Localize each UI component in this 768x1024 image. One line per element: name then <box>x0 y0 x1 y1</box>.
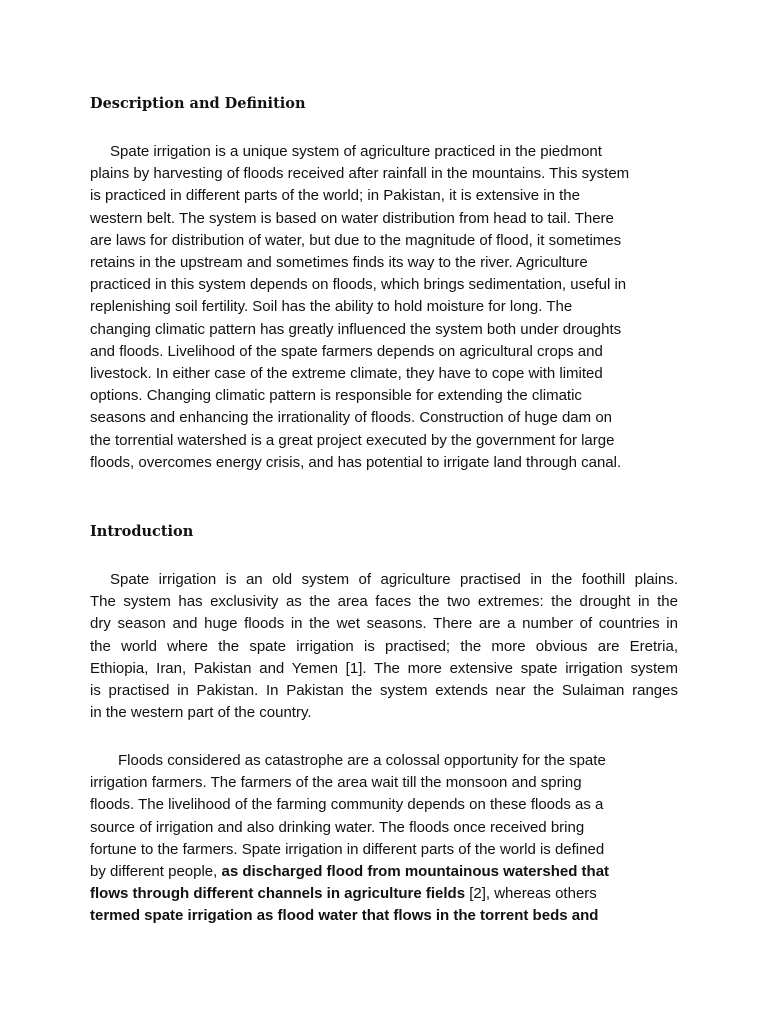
paragraph-introduction-1 <box>90 569 678 724</box>
text-line: changing climatic pattern has greatly influenced the system both under droughts <box>90 320 622 338</box>
paragraph-description <box>90 141 678 474</box>
text-line: Spate irrigation is a unique system of agriculture practiced in the piedmont <box>110 143 602 160</box>
text-line: dry season and huge floods in the wet seasons. There are a number of countries in <box>90 615 678 633</box>
text-line: Ethiopia, Iran, Pakistan and Yemen [1]. The more extensive spate irrigation system <box>90 659 678 677</box>
text-line: is practised in Pakistan. In Pakistan the system extends near the Sulaiman ranges <box>90 682 678 700</box>
text-line-mixed <box>90 861 650 883</box>
text-line: western belt. The system is based on water distribution from head to tail. There <box>90 209 614 227</box>
bold-quote-run: flows through different channels in agriculture fields <box>90 885 466 903</box>
text-line: replenishing soil fertility. Soil has the ability to hold moisture for long. The <box>90 298 573 316</box>
text-run: [2], whereas others <box>465 885 597 903</box>
text-line: practiced in this system depends on floods, which brings sedimentation, useful in <box>90 276 627 294</box>
text-line: plains by harvesting of floods received after rainfall in the mountains. This system <box>90 165 630 183</box>
text-line: floods. The livelihood of the farming community depends on these floods as a <box>90 796 604 814</box>
bold-quote-run: as discharged flood from mountainous watershed that <box>221 863 610 881</box>
section-heading-introduction: Introduction <box>90 523 194 540</box>
text-line: Floods considered as catastrophe are a colossal opportunity for the spate <box>118 752 606 769</box>
text-line: the world where the spate irrigation is practised; the more obvious are Eretria, <box>90 637 678 655</box>
text-line: and floods. Livelihood of the spate farmers depends on agricultural crops and <box>90 342 603 360</box>
text-line: the torrential watershed is a great project executed by the government for large <box>90 431 615 449</box>
text-line: are laws for distribution of water, but due to the magnitude of flood, it sometimes <box>90 231 622 249</box>
text-run: by different people, <box>90 863 222 881</box>
text-line: The system has exclusivity as the area faces the two extremes: the drought in the <box>90 593 678 611</box>
text-line: floods, overcomes energy crisis, and has potential to irrigate land through canal. <box>90 453 622 471</box>
text-line: seasons and enhancing the irrationality of floods. Construction of huge dam on <box>90 409 612 427</box>
text-line: irrigation farmers. The farmers of the area wait till the monsoon and spring <box>90 774 582 792</box>
text-line: Spate irrigation is an old system of agriculture practised in the foothill plains. <box>110 571 678 588</box>
text-line: in the western part of the country. <box>90 704 312 722</box>
text-line: retains in the upstream and sometimes finds its way to the river. Agriculture <box>90 254 588 272</box>
paragraph-introduction-2 <box>90 750 650 928</box>
text-line: fortune to the farmers. Spate irrigation in different parts of the world is defined <box>90 840 605 858</box>
text-line-mixed <box>90 883 650 905</box>
text-line: source of irrigation and also drinking water. The floods once received bring <box>90 818 585 836</box>
text-line: is practiced in different parts of the world; in Pakistan, it is extensive in the <box>90 187 580 205</box>
section-heading-description: Description and Definition <box>90 95 306 112</box>
text-line: livestock. In either case of the extreme climate, they have to cope with limited <box>90 365 603 383</box>
text-line: options. Changing climatic pattern is responsible for extending the climatic <box>90 387 582 405</box>
bold-quote-line: termed spate irrigation as flood water that flows in the torrent beds and <box>90 907 599 925</box>
